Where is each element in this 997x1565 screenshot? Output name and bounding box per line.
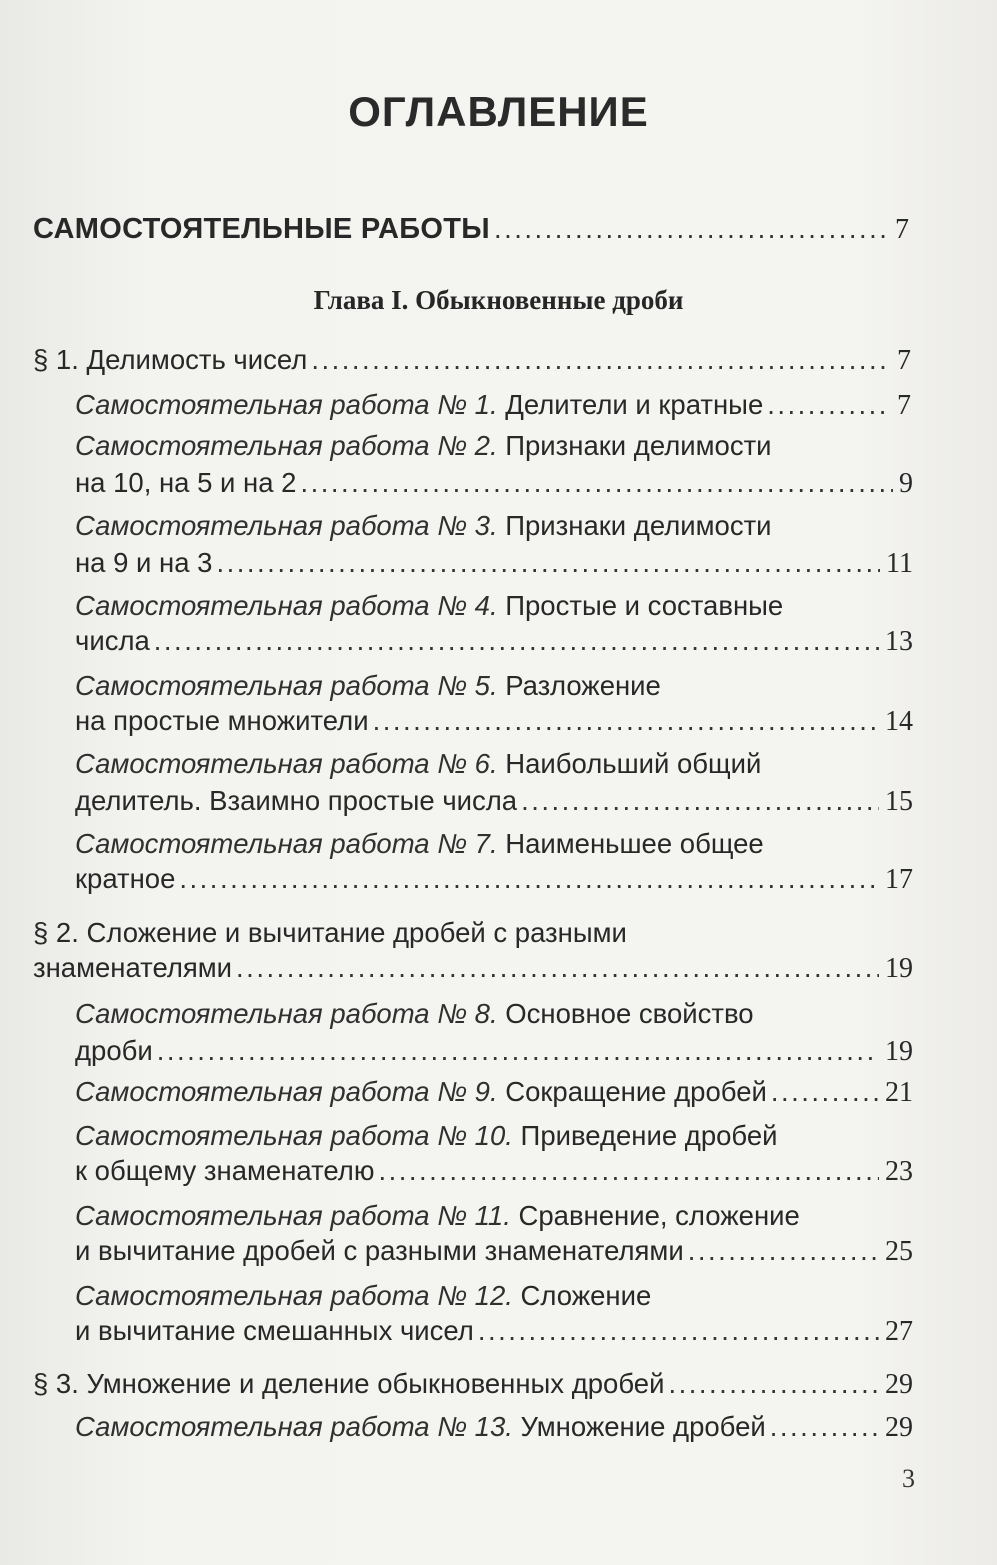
toc-page-number: 7	[897, 345, 911, 376]
toc-leader	[668, 1367, 879, 1401]
toc-page-number: 9	[899, 468, 913, 499]
toc-work-title: делитель. Взаимно простые числа	[75, 785, 518, 816]
toc-work-label: Самостоятельная работа № 4.	[75, 590, 498, 621]
toc-work-label: Самостоятельная работа № 6.	[75, 748, 498, 779]
toc-work-label: Самостоятельная работа № 7.	[75, 828, 498, 859]
toc-page-number: 23	[885, 1156, 913, 1187]
page-number: 3	[902, 1464, 915, 1493]
toc-work-7-line1	[75, 827, 764, 861]
toc-work-label: Самостоятельная работа № 11.	[75, 1200, 511, 1231]
toc-work-title: дроби	[75, 1035, 153, 1066]
toc-page-number: 27	[885, 1316, 913, 1347]
toc-page-number: 19	[885, 1036, 913, 1067]
toc-work-title: Признаки делимости	[505, 510, 772, 541]
toc-page-number: 14	[885, 706, 913, 737]
toc-work-label: Самостоятельная работа № 5.	[75, 670, 498, 701]
toc-leader	[478, 1314, 879, 1348]
toc-work-11-line2	[75, 1234, 913, 1269]
toc-work-12-line2	[75, 1314, 913, 1349]
toc-work-5-line2	[75, 704, 913, 739]
toc-leader	[771, 1075, 879, 1109]
toc-work-label: Самостоятельная работа № 2.	[75, 430, 498, 461]
toc-work-9	[75, 1075, 913, 1110]
toc-work-title: Наименьшее общее	[505, 828, 764, 859]
toc-paragraph-title: § 2. Сложение и вычитание дробей с разными	[33, 917, 627, 948]
toc-work-title: числа	[75, 625, 150, 656]
toc-leader	[157, 1034, 879, 1068]
toc-work-title: на 10, на 5 и на 2	[75, 467, 297, 498]
toc-section	[33, 212, 909, 247]
toc-paragraph-1	[33, 343, 911, 378]
toc-work-label: Самостоятельная работа № 1.	[75, 389, 498, 420]
toc-page-number: 29	[885, 1412, 913, 1443]
toc-page-number: 29	[885, 1369, 913, 1400]
toc-leader	[311, 343, 891, 377]
toc-leader	[373, 704, 879, 738]
toc-work-title: Простые и составные	[505, 590, 784, 621]
toc-paragraph-2-line1	[33, 916, 627, 950]
toc-work-label: Самостоятельная работа № 3.	[75, 510, 498, 541]
toc-work-2-line1	[75, 429, 772, 463]
toc-leader	[236, 951, 879, 985]
toc-page-number: 13	[885, 626, 913, 657]
toc-paragraph-title: § 1. Делимость чисел	[33, 344, 308, 375]
toc-work-label: Самостоятельная работа № 12.	[75, 1280, 513, 1311]
toc-work-11-line1	[75, 1199, 800, 1233]
toc-work-title: Основное свойство	[505, 998, 754, 1029]
toc-work-title: Сокращение дробей	[505, 1076, 767, 1107]
toc-leader	[154, 624, 879, 658]
toc-leader	[521, 784, 879, 818]
toc-page-number: 25	[885, 1236, 913, 1267]
toc-page-number: 17	[885, 864, 913, 895]
toc-leader	[767, 388, 891, 422]
chapter-title: Глава I. Обыкновенные дроби	[313, 285, 684, 315]
toc-work-title: Умножение дробей	[520, 1411, 766, 1442]
toc-work-title: Делители и кратные	[505, 389, 764, 420]
toc-leader	[300, 466, 893, 500]
toc-section-label: САМОСТОЯТЕЛЬНЫЕ РАБОТЫ	[33, 213, 490, 245]
toc-work-7-line2	[75, 862, 913, 897]
toc-work-3-line1	[75, 509, 772, 543]
toc-work-1	[75, 388, 911, 423]
toc-work-title: к общему знаменателю	[75, 1155, 375, 1186]
toc-paragraph-title: § 3. Умножение и деление обыкновенных дробей	[33, 1368, 665, 1399]
toc-work-3-line2	[75, 546, 913, 581]
toc-paragraph-3	[33, 1367, 913, 1402]
toc-paragraph-2-line2	[33, 951, 913, 986]
toc-work-label: Самостоятельная работа № 8.	[75, 998, 498, 1029]
toc-work-6-line2	[75, 784, 913, 819]
toc-page-number: 21	[885, 1077, 913, 1108]
toc-work-4-line1	[75, 589, 783, 623]
toc-work-title: Сравнение, сложение	[518, 1200, 800, 1231]
toc-work-10-line1	[75, 1119, 778, 1153]
toc-work-4-line2	[75, 624, 913, 659]
toc-leader	[770, 1410, 879, 1444]
toc-work-5-line1	[75, 669, 661, 703]
toc-work-title: и вычитание дробей с разными знаменателями	[75, 1235, 684, 1266]
toc-work-10-line2	[75, 1154, 913, 1189]
toc-work-label: Самостоятельная работа № 9.	[75, 1076, 498, 1107]
toc-paragraph-title: знаменателями	[33, 952, 233, 983]
toc-work-6-line1	[75, 747, 761, 781]
toc-work-title: Наибольший общий	[505, 748, 762, 779]
toc-leader	[688, 1234, 879, 1268]
toc-leader	[494, 212, 889, 246]
toc-work-title: Сложение	[520, 1280, 652, 1311]
toc-work-title: Разложение	[505, 670, 661, 701]
toc-leader	[179, 862, 879, 896]
toc-page-number: 15	[885, 786, 913, 817]
toc-work-title: Признаки делимости	[505, 430, 772, 461]
toc-work-label: Самостоятельная работа № 13.	[75, 1411, 513, 1442]
toc-work-12-line1	[75, 1279, 651, 1313]
toc-leader	[378, 1154, 879, 1188]
toc-work-title: на простые множители	[75, 705, 369, 736]
toc-work-8-line2	[75, 1034, 913, 1069]
toc-work-8-line1	[75, 997, 754, 1031]
toc-leader	[216, 546, 880, 580]
toc-work-13	[75, 1410, 913, 1445]
toc-work-title: на 9 и на 3	[75, 547, 213, 578]
toc-work-title: кратное	[75, 863, 176, 894]
toc-page-number: 7	[897, 390, 911, 421]
toc-work-2-line2	[75, 466, 913, 501]
toc-page-number: 11	[886, 548, 913, 579]
page-title: ОГЛАВЛЕНИЕ	[348, 88, 649, 135]
toc-page-number: 7	[895, 214, 909, 245]
toc-work-label: Самостоятельная работа № 10.	[75, 1120, 513, 1151]
toc-work-title: и вычитание смешанных чисел	[75, 1315, 474, 1346]
toc-work-title: Приведение дробей	[520, 1120, 778, 1151]
toc-page-number: 19	[885, 953, 913, 984]
